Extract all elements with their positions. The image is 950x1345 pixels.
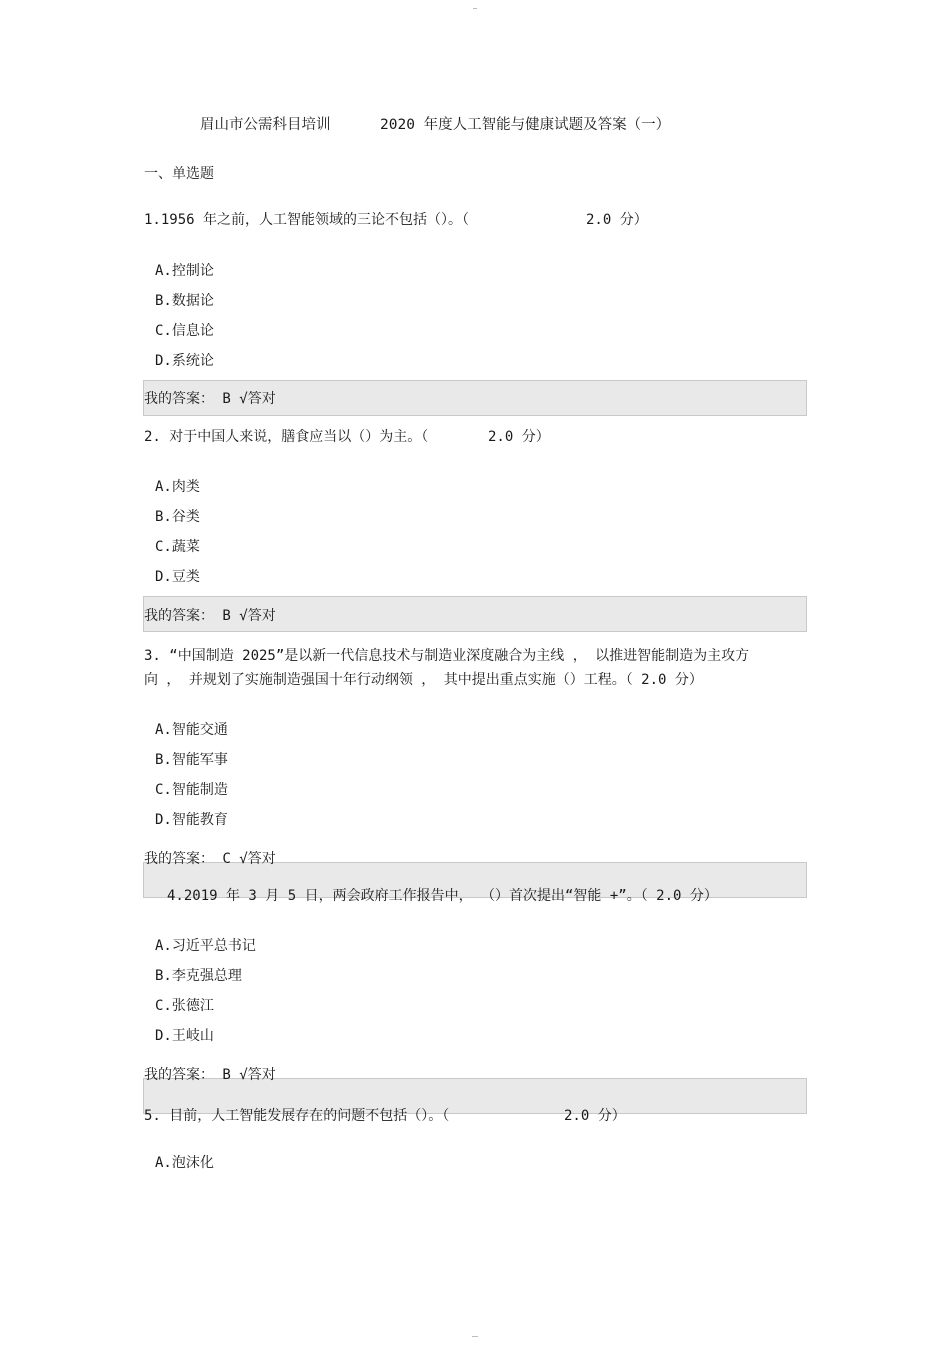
q2-option-d[interactable]: D.豆类: [155, 569, 200, 585]
page-bottom-mark: [472, 1336, 478, 1337]
page-title-right: 2020 年度人工智能与健康试题及答案（一）: [380, 117, 671, 133]
q2-stem: 2. 对于中国人来说，膳食应当以（）为主。（: [144, 429, 429, 445]
q4-option-d[interactable]: D.王岐山: [155, 1028, 214, 1044]
q1-option-a[interactable]: A.控制论: [155, 263, 214, 279]
q4-answer: 我的答案： B √答对: [144, 1067, 276, 1083]
q2-score: 2.0 分）: [488, 429, 550, 445]
q1-score: 2.0 分）: [586, 212, 648, 228]
q4-option-c[interactable]: C.张德江: [155, 998, 214, 1014]
q3-option-d[interactable]: D.智能教育: [155, 812, 228, 828]
q4-stem: 4.2019 年 3 月 5 日，两会政府工作报告中， （）首次提出“智能 +”。（ 2.0 分）: [167, 888, 718, 904]
q3-option-c[interactable]: C.智能制造: [155, 782, 228, 798]
q5-option-a[interactable]: A.泡沫化: [155, 1155, 214, 1171]
q1-option-b[interactable]: B.数据论: [155, 293, 214, 309]
q1-stem: 1.1956 年之前，人工智能领域的三论不包括（）。（: [144, 212, 469, 228]
q5-score: 2.0 分）: [564, 1108, 626, 1124]
q3-stem-line1: 3. “中国制造 2025”是以新一代信息技术与制造业深度融合为主线 ， 以推进智能制造为主攻方: [144, 648, 750, 664]
q4-option-b[interactable]: B.李克强总理: [155, 968, 242, 984]
page-top-mark: [473, 8, 477, 9]
q2-option-b[interactable]: B.谷类: [155, 509, 200, 525]
q5-stem: 5. 目前，人工智能发展存在的问题不包括（）。（: [144, 1108, 450, 1124]
q3-answer: 我的答案： C √答对: [144, 851, 276, 867]
q1-answer: 我的答案： B √答对: [144, 391, 276, 407]
section-heading: 一、单选题: [144, 166, 214, 182]
q3-option-b[interactable]: B.智能军事: [155, 752, 228, 768]
q3-option-a[interactable]: A.智能交通: [155, 722, 228, 738]
q2-option-c[interactable]: C.蔬菜: [155, 539, 200, 555]
q3-stem-line2: 向 ， 并规划了实施制造强国十年行动纲领 ， 其中提出重点实施（）工程。（ 2.0 分）: [144, 672, 703, 688]
q4-option-a[interactable]: A.习近平总书记: [155, 938, 256, 954]
q1-option-d[interactable]: D.系统论: [155, 353, 214, 369]
q2-option-a[interactable]: A.肉类: [155, 479, 200, 495]
q1-option-c[interactable]: C.信息论: [155, 323, 214, 339]
page-title-left: 眉山市公需科目培训: [200, 117, 331, 133]
q2-answer: 我的答案： B √答对: [144, 608, 276, 624]
